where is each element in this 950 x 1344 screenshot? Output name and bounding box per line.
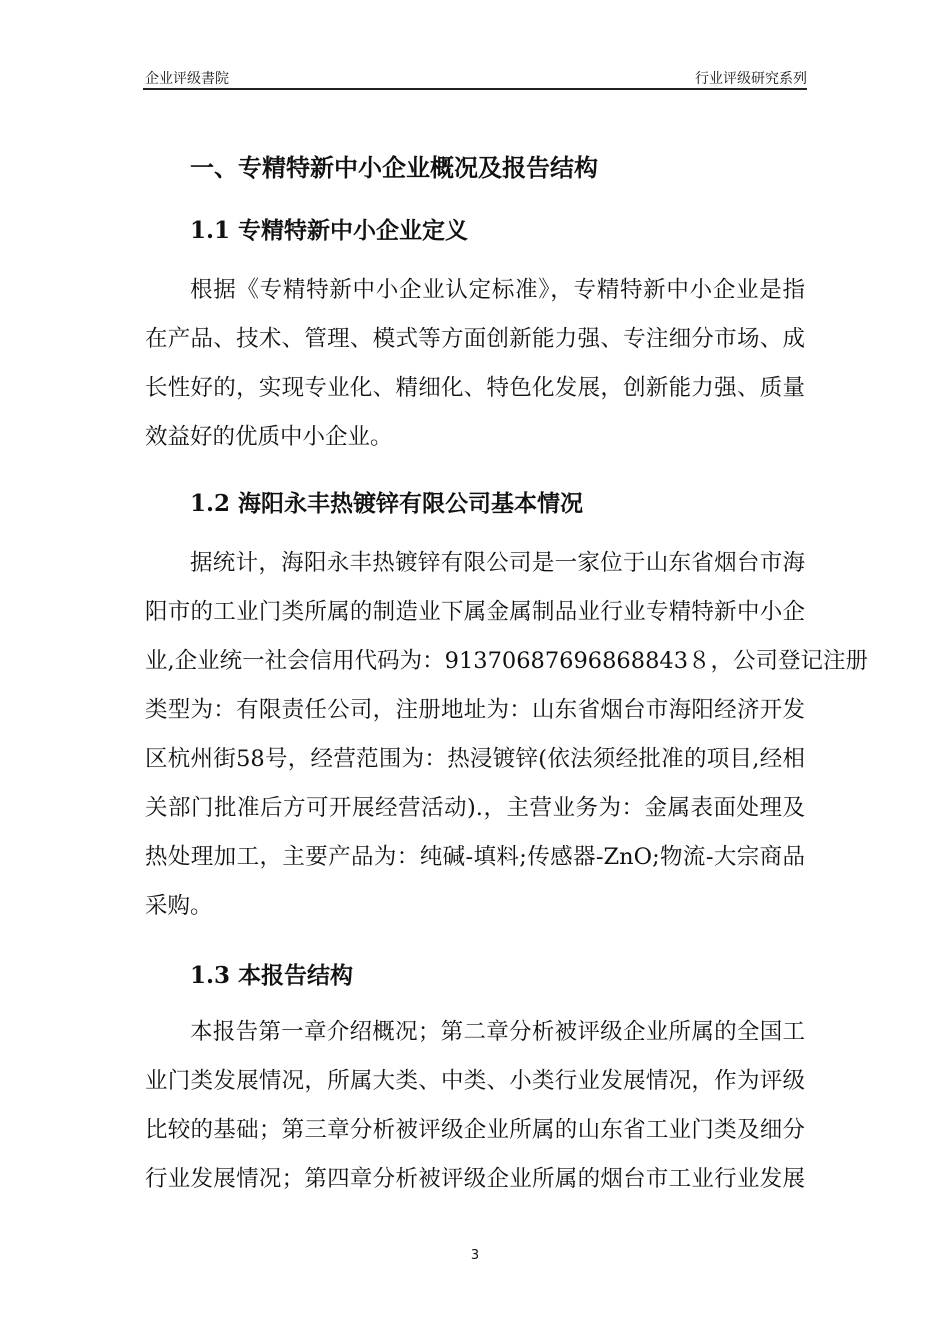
text-line: 在产品、技术、管理、模式等方面创新能力强、专注细分市场、成 [145, 326, 805, 352]
paragraph [145, 539, 869, 931]
text-line: 阳市的工业门类所属的制造业下属金属制品业行业专精特新中小企 [145, 599, 805, 625]
text-line: 比较的基础；第三章分析被评级企业所属的山东省工业门类及细分 [145, 1117, 805, 1143]
text-line: 效益好的优质中小企业。 [145, 424, 393, 450]
text-line: 据统计，海阳永丰热镀锌有限公司是一家位于山东省烟台市海 [190, 550, 805, 576]
text-line: 采购。 [145, 893, 213, 919]
text-line: 关部门批准后方可开展经营活动).，主营业务为：金属表面处理及 [145, 795, 805, 821]
section-heading: 1.1 专精特新中小企业定义 [190, 217, 469, 244]
text-line: 热处理加工，主要产品为：纯碱-填料;传感器-ZnO;物流-大宗商品 [145, 844, 805, 870]
text-line: 根据《专精特新中小企业认定标准》，专精特新中小企业是指 [190, 277, 805, 303]
page-number: 3 [470, 1248, 480, 1263]
text-line: 业门类发展情况，所属大类、中类、小类行业发展情况，作为评级 [145, 1068, 805, 1094]
header-left: 企业评级書院 [145, 71, 229, 87]
text-line: 行业发展情况；第四章分析被评级企业所属的烟台市工业行业发展 [145, 1166, 805, 1192]
header-right: 行业评级研究系列 [695, 71, 807, 87]
chapter-title: 一、专精特新中小企业概况及报告结构 [190, 153, 598, 182]
text-line: 本报告第一章介绍概况；第二章分析被评级企业所属的全国工 [190, 1019, 805, 1045]
text-line: 业,企业统一社会信用代码为：91370687696868843８，公司登记注册 [145, 648, 869, 674]
text-line: 类型为：有限责任公司，注册地址为：山东省烟台市海阳经济开发 [145, 697, 805, 723]
section-heading: 1.2 海阳永丰热镀锌有限公司基本情况 [190, 490, 584, 517]
paragraph [145, 1008, 805, 1204]
text-line: 长性好的，实现专业化、精细化、特色化发展，创新能力强、质量 [145, 375, 805, 401]
text-line: 区杭州街58号，经营范围为：热浸镀锌(依法须经批准的项目,经相 [145, 746, 805, 772]
section-heading: 1.3 本报告结构 [190, 962, 354, 989]
paragraph [145, 266, 805, 462]
header-rule [143, 88, 807, 90]
